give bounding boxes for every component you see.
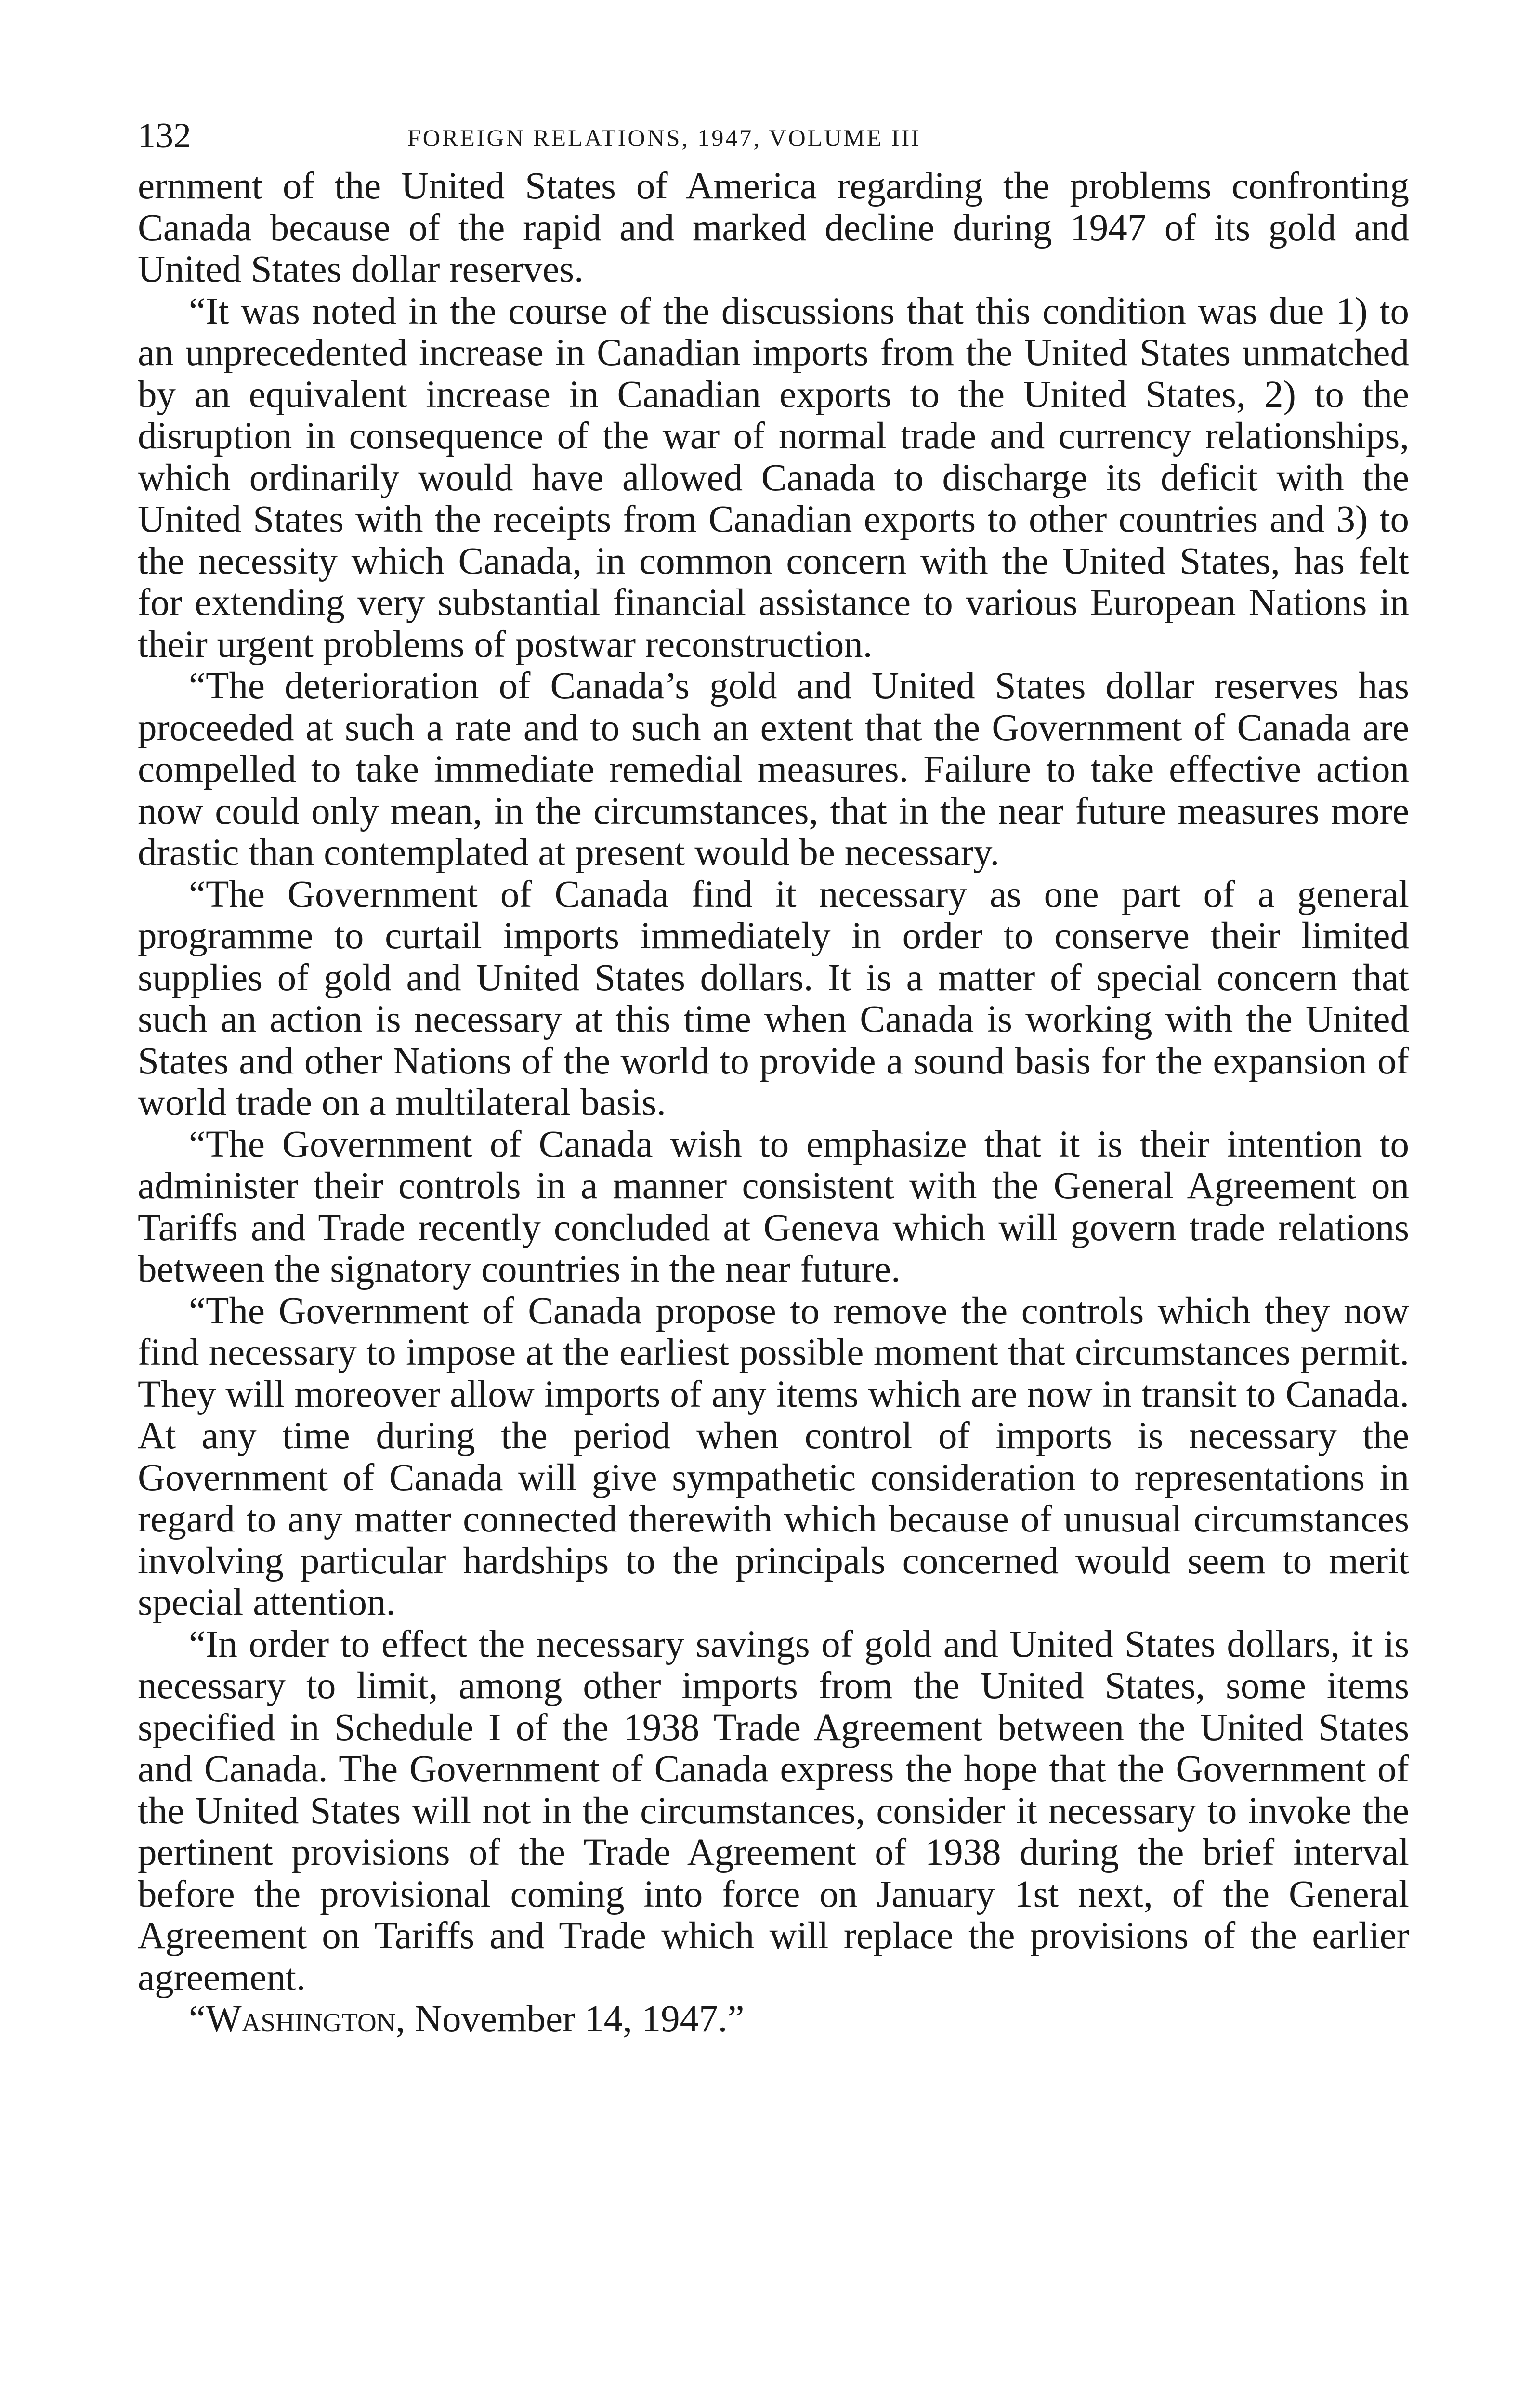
running-head: FOREIGN RELATIONS, 1947, VOLUME III [407,124,921,151]
paragraph: “The Government of Canada propose to remove the controls which they now find necessary to impose at the earliest possible moment that circumstances permit. They will moreover allow imports of any items which are now in transit to Canada. At any time during the period when control of imports is necessary the Government of Canada will give sympathetic consideration to representations in regard to any matter connected therewith which because of unusual circumstances involving particular hardships to the principals concerned would seem to merit special attention. [138,1290,1409,1623]
paragraph: “In order to effect the necessary savings of gold and United States dollars, it is necessary to limit, among other imports from the United States, some items specified in Schedule I of the 1938 Trade Agreement between the United States and Canada. The Government of Canada express the hope that the Government of the United States will not in the circumstances, consider it necessary to invoke the pertinent provisions of the Trade Agreement of 1938 during the brief interval before the provisional coming into force on January 1st next, of the General Agreement on Tariffs and Trade which will replace the provisions of the earlier agreement. [138,1623,1409,1999]
paragraph: “The Government of Canada find it necessary as one part of a general programme to curtail imports immediately in order to conserve their limited supplies of gold and United States dollars. It is a matter of special concern that such an action is necessary at this time when Canada is working with the United States and other Nations of the world to provide a sound basis for the expansion of world trade on a multilateral basis. [138,873,1409,1124]
dateline-open-quote: “ [189,1998,206,2040]
paragraph-continued: ernment of the United States of America regarding the problems confronting Canada because of the rapid and marked decline during 1947 of its gold and United States dollar reserves. [138,165,1409,290]
dateline [138,1999,1409,2041]
page-number: 132 [138,116,191,156]
dateline-date: , November 14, 1947.” [395,1998,745,2040]
document-body [138,166,1409,2041]
paragraph: “The deterioration of Canada’s gold and United States dollar reserves has proceeded at such a rate and to such an extent that the Government of Canada are compelled to take immediate remedial measures. Failure to take effective action now could only mean, in the circumstances, that in the near future measures more drastic than contemplated at present would be necessary. [138,665,1409,874]
dateline-place: Washington [206,1998,396,2040]
page-header [138,112,1409,165]
document-page [138,112,1409,2041]
paragraph: “It was noted in the course of the discussions that this condition was due 1) to an unprecedented increase in Canadian imports from the United States unmatched by an equivalent increase in Canadian exports to the United States, 2) to the disruption in consequence of the war of normal trade and currency relationships, which ordinarily would have allowed Canada to discharge its deficit with the United States with the receipts from Canadian exports to other countries and 3) to the necessity which Canada, in common concern with the United States, has felt for extending very substantial financial assistance to various European Nations in their urgent problems of postwar reconstruction. [138,290,1409,666]
paragraph: “The Government of Canada wish to emphasize that it is their intention to administer their controls in a manner consistent with the General Agreement on Tariffs and Trade recently concluded at Geneva which will govern trade relations between the signatory countries in the near future. [138,1123,1409,1290]
